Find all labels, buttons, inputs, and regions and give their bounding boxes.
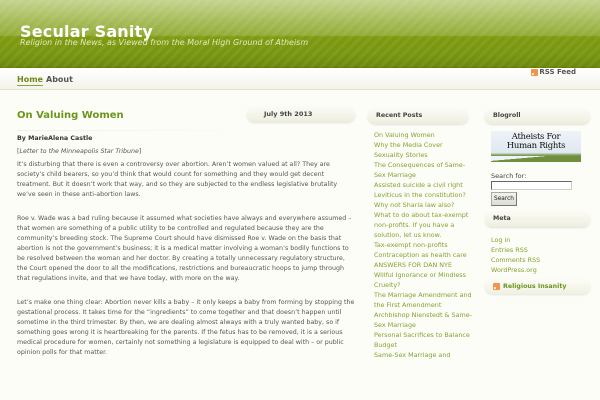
recent-post-item bbox=[374, 290, 474, 310]
religious-insanity-link[interactable]: Religious Insanity bbox=[503, 283, 567, 290]
site-tagline: Religion in the News, as Viewed from the Moral High Ground of Atheism bbox=[20, 38, 309, 47]
recent-post-item bbox=[374, 260, 474, 270]
source-title: Letter to the Minneapolis Star Tribune bbox=[19, 148, 139, 155]
recent-post-item bbox=[374, 270, 474, 290]
meta-item bbox=[491, 245, 540, 255]
recent-post-item bbox=[374, 140, 474, 160]
banner-line-2: Human Rights bbox=[506, 141, 566, 151]
search-label: Search for: bbox=[491, 172, 527, 180]
comments-rss-link[interactable]: Comments RSS bbox=[491, 256, 541, 264]
recent-post-link[interactable]: Contraception as health care bbox=[374, 251, 467, 259]
post-date: July 9th 2013 bbox=[247, 107, 355, 122]
recent-post-item bbox=[374, 130, 474, 140]
site-header bbox=[0, 0, 600, 68]
wordpress-org-link[interactable]: WordPress.org bbox=[491, 266, 537, 274]
post-byline: By MarieAlena Castle bbox=[17, 135, 93, 142]
recent-post-item bbox=[374, 330, 474, 350]
recent-post-link[interactable]: Same-Sex Marriage and bbox=[374, 351, 451, 359]
recent-post-link[interactable]: Willful Ignorance or Mindless Cruelty? bbox=[374, 271, 466, 289]
recent-post-link[interactable]: Personal Sacrifices to Balance Budget bbox=[374, 331, 470, 349]
title-divider bbox=[17, 130, 257, 131]
main-nav bbox=[0, 68, 600, 90]
recent-post-link[interactable]: Tax-exempt non-profits bbox=[374, 241, 448, 249]
recent-post-link[interactable]: On Valuing Women bbox=[374, 131, 435, 139]
bracket-open: [ bbox=[17, 148, 20, 155]
recent-post-item bbox=[374, 250, 474, 260]
blogroll-heading: Blogroll bbox=[485, 109, 590, 124]
recent-post-item bbox=[374, 180, 474, 190]
recent-post-link[interactable]: Why the Media Cover Sexuality Stories bbox=[374, 141, 443, 159]
search-input[interactable] bbox=[491, 181, 572, 190]
login-link[interactable]: Log in bbox=[491, 236, 511, 244]
post-paragraph: It’s disturbing that there is even a controversy over abortion. Aren’t women valued at all? They are society’s child bearers, so you’d think that would count for something and they would get decent treatment. But it doesn’t work that way, and so they are subjected to the endless legislative brutality we’ve seen in these anti-abortion laws. bbox=[17, 161, 338, 198]
recent-post-item bbox=[374, 210, 474, 240]
recent-post-link[interactable]: Archbishop Nienstedt & Same-Sex Marriage bbox=[374, 311, 472, 329]
post-title[interactable]: On Valuing Women bbox=[17, 110, 124, 121]
post-paragraph: Let’s make one thing clear: Abortion never kills a baby – it only keeps a baby from forming by stopping the gestational process. It takes time for the “ingredients” to come together and that doesn’t happen until sometime in the third trimester. By then, we are dealing almost always with a truly wanted baby, so if something goes wrong it is heartbreaking for the parents. If the fetus has to be removed, it is a serious medical procedure for women, certainly not something a legislature is equipped to deal with – or public opinion polls for that matter. bbox=[17, 299, 355, 356]
recent-post-link[interactable]: Leviticus in the constitution? Why not Sharia law also? bbox=[374, 191, 466, 209]
rss-icon bbox=[531, 69, 538, 76]
bracket-close: ] bbox=[138, 148, 142, 155]
rss-feed-link[interactable] bbox=[531, 68, 576, 76]
meta-item bbox=[491, 235, 540, 245]
atheists-for-human-rights-banner[interactable] bbox=[491, 131, 581, 162]
recent-post-item bbox=[374, 160, 474, 180]
post-paragraph: Roe v. Wade was a bad ruling because it assumed what societies have always and everywhere assumed – that women are something of a public utility to be controlled and regulated because they are the community’s breeding stock. The Supreme Court should have dismissed Roe v. Wade on the basis that abortion is not the government’s business; it is a medical matter involving a woman’s bodily functions to be resolved between the woman and her doctor. By creating a totally unnecessary regulatory structure, the Court opened the door to all the modifications, restrictions and bureaucratic hoops to jump through that regulations invite, and that we have today, with more on the way. bbox=[17, 215, 352, 282]
site-title[interactable]: Secular Sanity bbox=[20, 22, 154, 41]
recent-post-link[interactable]: What to do about tax-exempt non-profits. If you have a solution, let us know. bbox=[374, 211, 469, 239]
post-body bbox=[17, 134, 357, 368]
meta-item bbox=[491, 265, 540, 275]
entries-rss-link[interactable]: Entries RSS bbox=[491, 246, 528, 254]
recent-posts-list bbox=[374, 130, 474, 360]
recent-post-link[interactable]: The Consequences of Same-Sex Marriage bbox=[374, 161, 466, 179]
rss-feed-label: RSS Feed bbox=[539, 68, 576, 76]
religious-insanity-heading bbox=[485, 279, 590, 294]
nav-about[interactable]: About bbox=[46, 75, 73, 84]
rss-icon[interactable] bbox=[493, 283, 500, 290]
search-button[interactable]: Search bbox=[491, 192, 517, 206]
recent-post-item bbox=[374, 190, 474, 210]
recent-post-item bbox=[374, 240, 474, 250]
recent-posts-heading: Recent Posts bbox=[368, 109, 468, 124]
banner-line-1: Atheists For bbox=[511, 132, 561, 142]
meta-list bbox=[491, 235, 540, 275]
meta-item bbox=[491, 255, 540, 265]
recent-post-link[interactable]: The Marriage Amendment and the First Amendment bbox=[374, 291, 472, 309]
nav-home[interactable]: Home bbox=[17, 75, 43, 84]
recent-post-item bbox=[374, 310, 474, 330]
banner-hill-graphic bbox=[491, 156, 581, 162]
recent-post-item bbox=[374, 350, 474, 360]
meta-heading: Meta bbox=[485, 212, 590, 227]
recent-post-link[interactable]: Assisted suicide a civil right bbox=[374, 181, 463, 189]
recent-post-link[interactable]: ANSWERS FOR DAN NYE bbox=[374, 261, 452, 269]
post-source bbox=[17, 147, 357, 157]
